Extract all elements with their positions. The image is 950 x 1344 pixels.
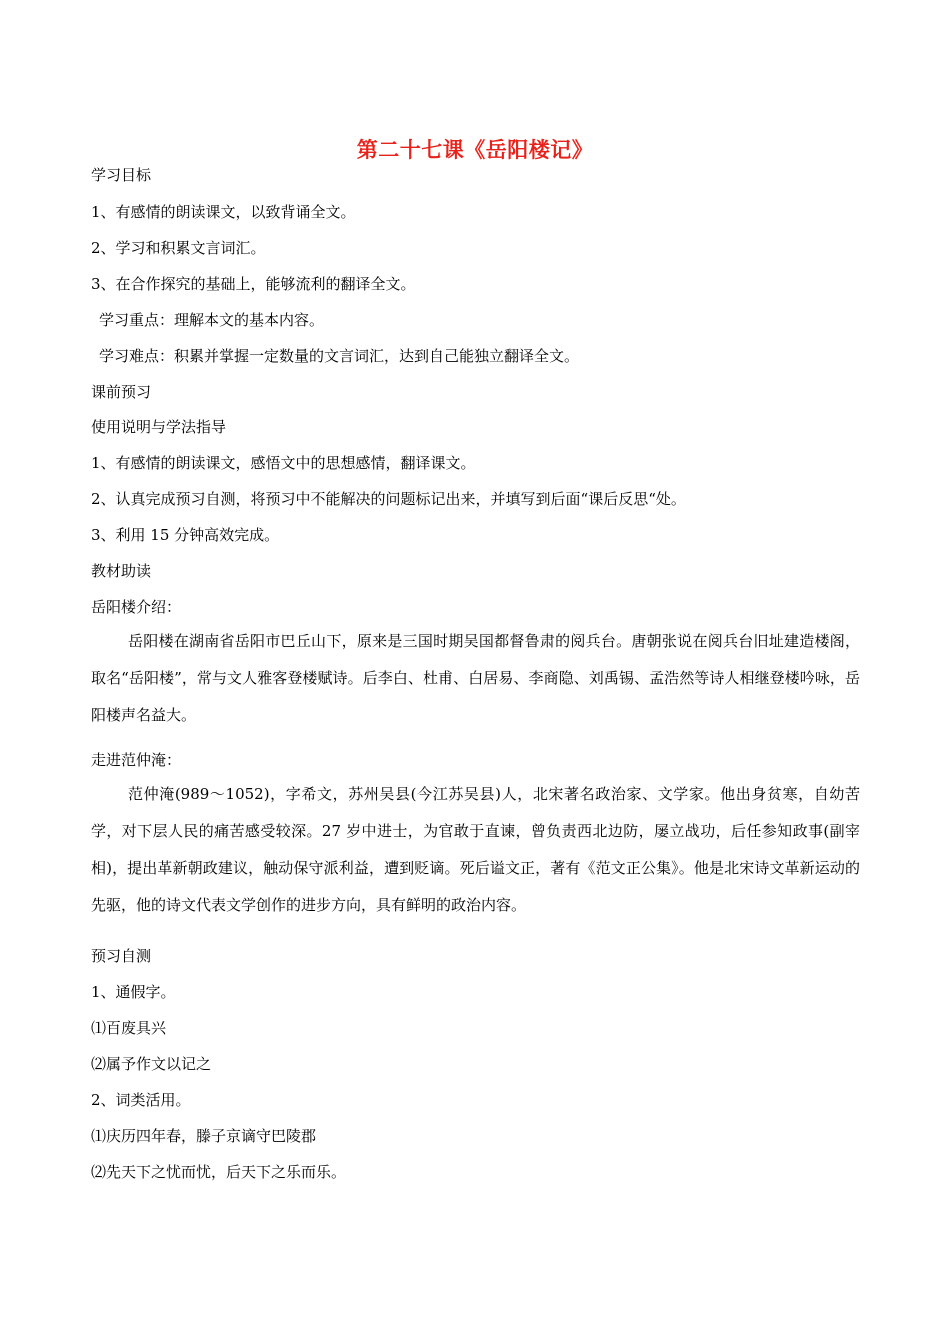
goal-item-1: 1、有感情的朗读课文，以致背诵全文。 [91, 203, 356, 221]
goal-item-2: 2、学习和积累文言词汇。 [91, 239, 266, 257]
guide-heading: 使用说明与学法指导 [91, 418, 227, 436]
goal-item-3: 3、在合作探究的基础上，能够流利的翻译全文。 [91, 275, 416, 293]
key-point: 学习重点：理解本文的基本内容。 [99, 311, 325, 329]
yueyang-heading: 岳阳楼介绍： [91, 598, 182, 616]
page-title: 第二十七课《岳阳楼记》 [356, 138, 594, 162]
fan-heading: 走进范仲淹： [91, 751, 182, 769]
cilei-item-1: ⑴庆历四年春，滕子京谪守巴陵郡 [91, 1127, 317, 1145]
difficult-point: 学习难点：积累并掌握一定数量的文言词汇，达到自己能独立翻译全文。 [99, 347, 580, 365]
guide-item-3: 3、利用 15 分钟高效完成。 [91, 526, 280, 544]
tongjia-item-1: ⑴百废具兴 [91, 1019, 167, 1037]
reading-heading: 教材助读 [91, 562, 152, 580]
tongjia-heading: 1、通假字。 [91, 983, 176, 1001]
selftest-heading: 预习自测 [91, 947, 152, 965]
preview-heading: 课前预习 [91, 383, 152, 401]
guide-item-2: 2、认真完成预习自测，将预习中不能解决的问题标记出来，并填写到后面“课后反思“处。 [91, 490, 686, 508]
yueyang-paragraph: 岳阳楼在湖南省岳阳市巴丘山下，原来是三国时期吴国都督鲁肃的阅兵台。唐朝张说在阅兵台旧址建造楼阁，取名“岳阳楼”，常与文人雅客登楼赋诗。后李白、杜甫、白居易、李商隐、刘禹锡、孟浩然等诗人相继登楼吟咏，岳阳楼声名益大。 [91, 632, 860, 724]
goals-heading: 学习目标 [91, 166, 152, 184]
guide-item-1: 1、有感情的朗读课文，感悟文中的思想感情，翻译课文。 [91, 454, 476, 472]
cilei-item-2: ⑵先天下之忧而忧，后天下之乐而乐。 [91, 1163, 347, 1181]
cilei-heading: 2、词类活用。 [91, 1091, 191, 1109]
fan-paragraph: 范仲淹(989～1052)，字希文，苏州吴县(今江苏吴县)人，北宋著名政治家、文学家。他出身贫寒，自幼苦学，对下层人民的痛苦感受较深。27 岁中进士，为官敢于直谏，曾负责西北边防，屡立战功，后任参知政事(副宰相)，提出革新朝政建议，触动保守派利益，遭到贬谪。死后谥文正，著有《范文正公集》。他是北宋诗文革新运动的先驱，他的诗文代表文学创作的进步方向，具有鲜明的政治内容。 [91, 785, 860, 914]
tongjia-item-2: ⑵属予作文以记之 [91, 1055, 212, 1073]
